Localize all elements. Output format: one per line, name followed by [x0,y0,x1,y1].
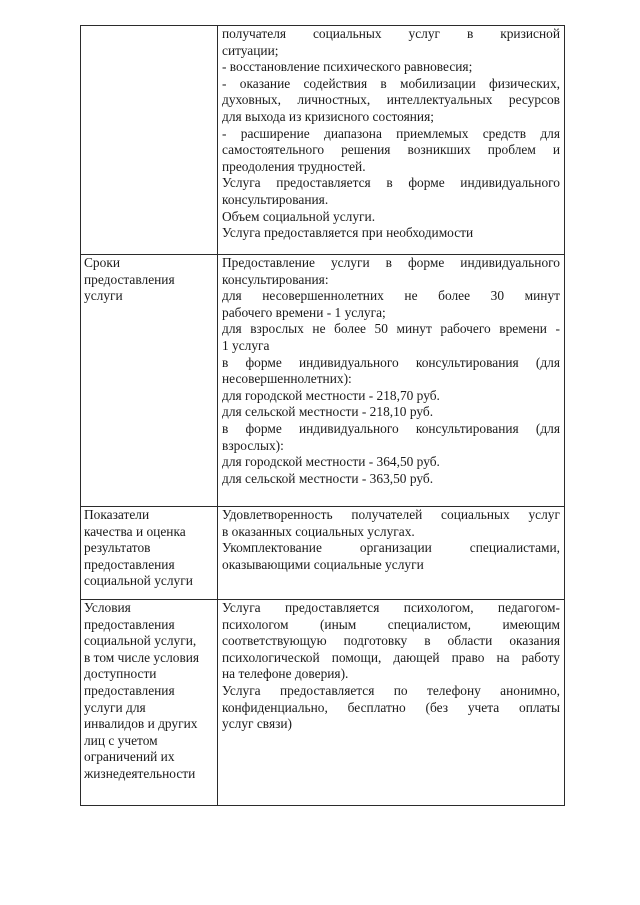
text-line: - восстановление психического равновесия; [222,59,473,75]
text-line: Укомплектование организации специалистами, [222,540,560,556]
text-line: Предоставление услуги в форме индивидуального [222,255,560,270]
text-line: рабочего времени - 1 услуга; [222,304,386,320]
text-line: для сельской местности - 218,10 руб. [222,404,434,420]
text-line: Услуга предоставляется психологом, педагогом- [222,600,560,615]
text-line: Услуга предоставляется по телефону анонимно, [222,682,560,698]
row-label-cell [81,600,218,806]
row-content-cell [218,26,565,255]
table-row [81,255,565,507]
text-line: конфиденциально, бесплатно (без учета оплаты [222,699,560,715]
text-line: ситуации; [222,42,279,58]
label-line: социальной услуги [84,573,193,589]
table-row [81,26,565,255]
text-line: для несовершеннолетних не более 30 минут [222,288,560,304]
label-line: в том числе условия [84,649,200,665]
text-line: в форме индивидуального консультирования (для [222,354,560,370]
text-line: духовных, личностных, интеллектуальных ресурсов [222,92,560,108]
text-line: - оказание содействия в мобилизации физических, [222,75,560,91]
text-line: получателя социальных услуг в кризисной [222,26,560,41]
text-line: для городской местности - 218,70 руб. [222,387,440,403]
row-label-cell [81,507,218,600]
text-line: в оказанных социальных услугах. [222,523,415,539]
label-line: Условия [84,600,131,615]
text-line: для сельской местности - 363,50 руб. [222,470,434,486]
text-line: преодоления трудностей. [222,158,366,174]
text-line: для городской местности - 364,50 руб. [222,454,440,470]
label-line: Сроки [84,255,120,270]
text-line: консультирования. [222,191,329,207]
row-content-cell [218,255,565,507]
text-line: несовершеннолетних): [222,371,352,387]
text-line: - расширение диапазона приемлемых средств для [222,125,560,141]
row-content-cell [218,507,565,600]
text-line: консультирования: [222,271,329,287]
text-line: Объем социальной услуги. [222,208,376,224]
label-line: результатов [84,540,151,556]
row-content-cell [218,600,565,806]
text-line: взрослых): [222,437,284,453]
label-line: социальной услуги, [84,633,197,649]
text-line: для взрослых не более 50 минут рабочего времени - [222,321,560,337]
label-line: ограничений их [84,749,175,765]
text-line: для выхода из кризисного состояния; [222,108,434,124]
text-line: психологической помощи, дающей право на работу [222,649,560,665]
text-line: соответствующую подготовку в области оказания [222,633,560,649]
text-line: услуг связи) [222,716,293,732]
services-table [80,25,565,806]
text-line: Услуга предоставляется в форме индивидуального [222,175,560,191]
label-line: доступности [84,666,157,682]
label-line: предоставления [84,616,175,632]
text-line: Удовлетворенность получателей социальных услуг [222,507,560,522]
text-line: психологом (иным специалистом, имеющим [222,616,560,632]
label-line: предоставления [84,556,175,572]
row-label-cell [81,255,218,507]
label-line: жизнедеятельности [84,765,196,781]
label-line: услуги для [84,699,146,715]
label-line: Показатели [84,507,150,522]
label-line: услуги [84,288,123,304]
table-row [81,600,565,806]
table-row [81,507,565,600]
text-line: 1 услуга [222,337,270,353]
label-line: лиц с учетом [84,732,158,748]
text-line: самостоятельного решения возникших проблем и [222,142,560,158]
label-line: качества и оценка [84,523,186,539]
text-line: оказывающими социальные услуги [222,556,424,572]
text-line: Услуга предоставляется при необходимости [222,225,474,241]
text-line: на телефоне доверия). [222,666,349,682]
label-line: предоставления [84,271,175,287]
label-line: инвалидов и других [84,716,198,732]
row-label-cell [81,26,218,255]
text-line: в форме индивидуального консультирования (для [222,420,560,436]
label-line: предоставления [84,682,175,698]
